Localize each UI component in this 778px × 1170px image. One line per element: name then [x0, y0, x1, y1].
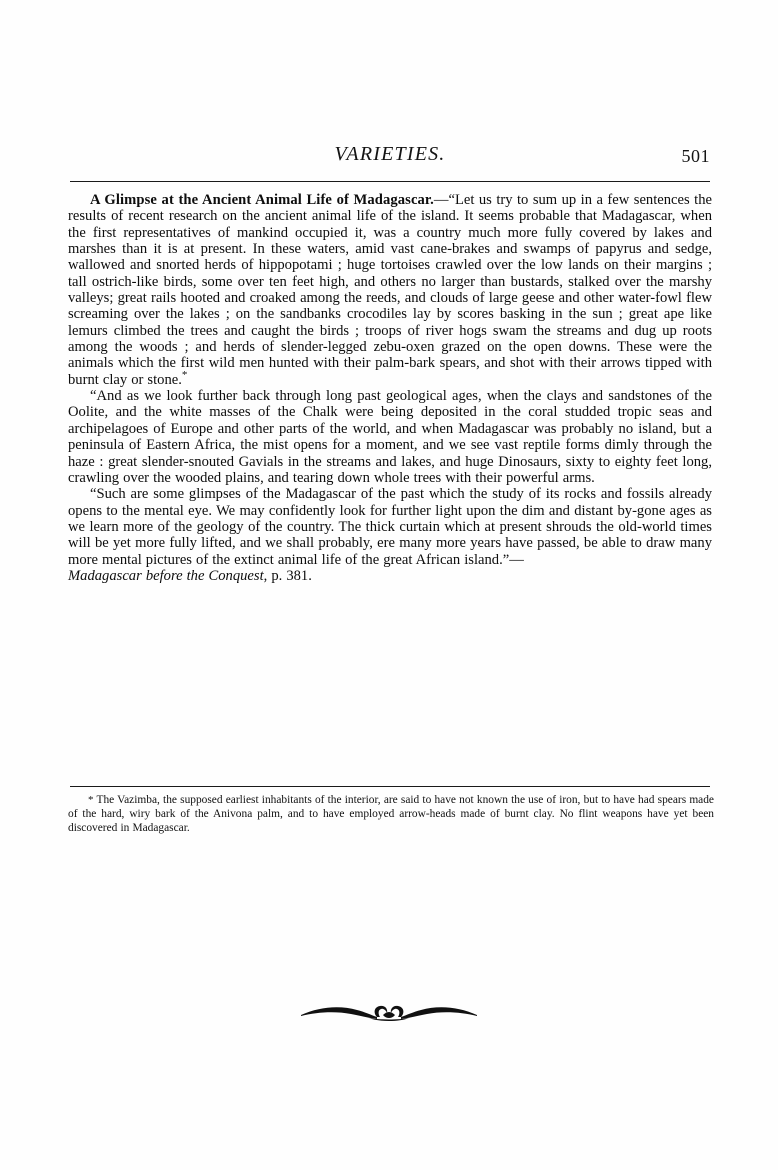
paragraph-2: “And as we look further back through long past geological ages, when the clays and sandstones of the Oolite, and the white masses of the Chalk were being deposited in the coral studded tropic seas and archipelagoes of Europe and other parts of the world, and when Madagascar was probably no island, but a peninsula of Eastern Africa, the mist opens for a moment, and we see vast reptile forms dimly through the haze : great slender-snouted Gavials in the streams and lakes, and huge Dinosaurs, sixty to eighty feet long, crawling over the wooded plains, and tearing down whole trees with their powerful arms.: [68, 388, 712, 486]
footnote-text: The Vazimba, the supposed earliest inhabitants of the interior, are said to have not known the use of iron, but to have had spears made of the hard, wiry bark of the Anivona palm, and to have employed arrow-heads made of burnt clay. No flint weapons have yet been discovered in Madagascar.: [68, 794, 714, 835]
running-head: [70, 143, 710, 169]
runin-heading: A Glimpse at the Ancient Animal Life of Madagascar.: [90, 192, 434, 208]
footnote-reference-marker: *: [181, 368, 188, 381]
page-number: 501: [681, 146, 710, 166]
tail-flourish-ornament: [299, 997, 479, 1029]
footnote-1: [68, 793, 714, 835]
paragraph-3: [68, 486, 712, 584]
footnote-rule: [70, 786, 710, 787]
paragraph-1: [68, 192, 712, 388]
header-rule: [70, 181, 710, 182]
footnote-marker: *: [88, 794, 94, 806]
citation-title: Madagascar before the Conquest: [68, 567, 264, 584]
paragraph-1-text: —“Let us try to sum up in a few sentences the results of recent research on the ancient animal life of the island. It seems probable that Madagascar, when the first representatives of mankind occupied it, was a country much more fully covered by lakes and marshes than it is at present. In these waters, amid vast cane-brakes and swamps of papyrus and sedge, wallowed and snorted herds of hippopotami ; huge tortoises crawled over the low lands on their margins ; tall ostrich-like birds, some over ten feet high, and others no larger than bustards, stalked over the marshy valleys; great rails hooted and croaked among the reeds, and clouds of large geese and other water-fowl flew screaming over the lakes ; on the sandbanks crocodiles lay by scores basking in the sun ; great ape like lemurs climbed the trees and caught the birds ; troops of river hogs swam the streams and dug up roots among the woods ; and herds of slender-legged zebu-oxen grazed on the open downs. These were the animals which the first wild men hunted with their palm-bark spears, and shot with their arrows tipped with burnt clay or stone.: [68, 192, 712, 388]
citation-page: , p. 381.: [263, 567, 312, 584]
running-head-title: VARIETIES.: [334, 143, 446, 165]
footnote-block: [68, 793, 714, 835]
article-body: [68, 192, 712, 584]
paragraph-3-text: “Such are some glimpses of the Madagascar of the past which the study of its rocks and fossils already opens to the mental eye. We may confidently look for further light upon the dim and distant by-gone ages as we learn more of the geology of the country. The thick curtain which at present shrouds the old-world times will be yet more fully lifted, and we shall probably, ere many more years have passed, be able to draw many more mental pictures of the extinct animal life of the great African island.”—: [68, 486, 712, 568]
